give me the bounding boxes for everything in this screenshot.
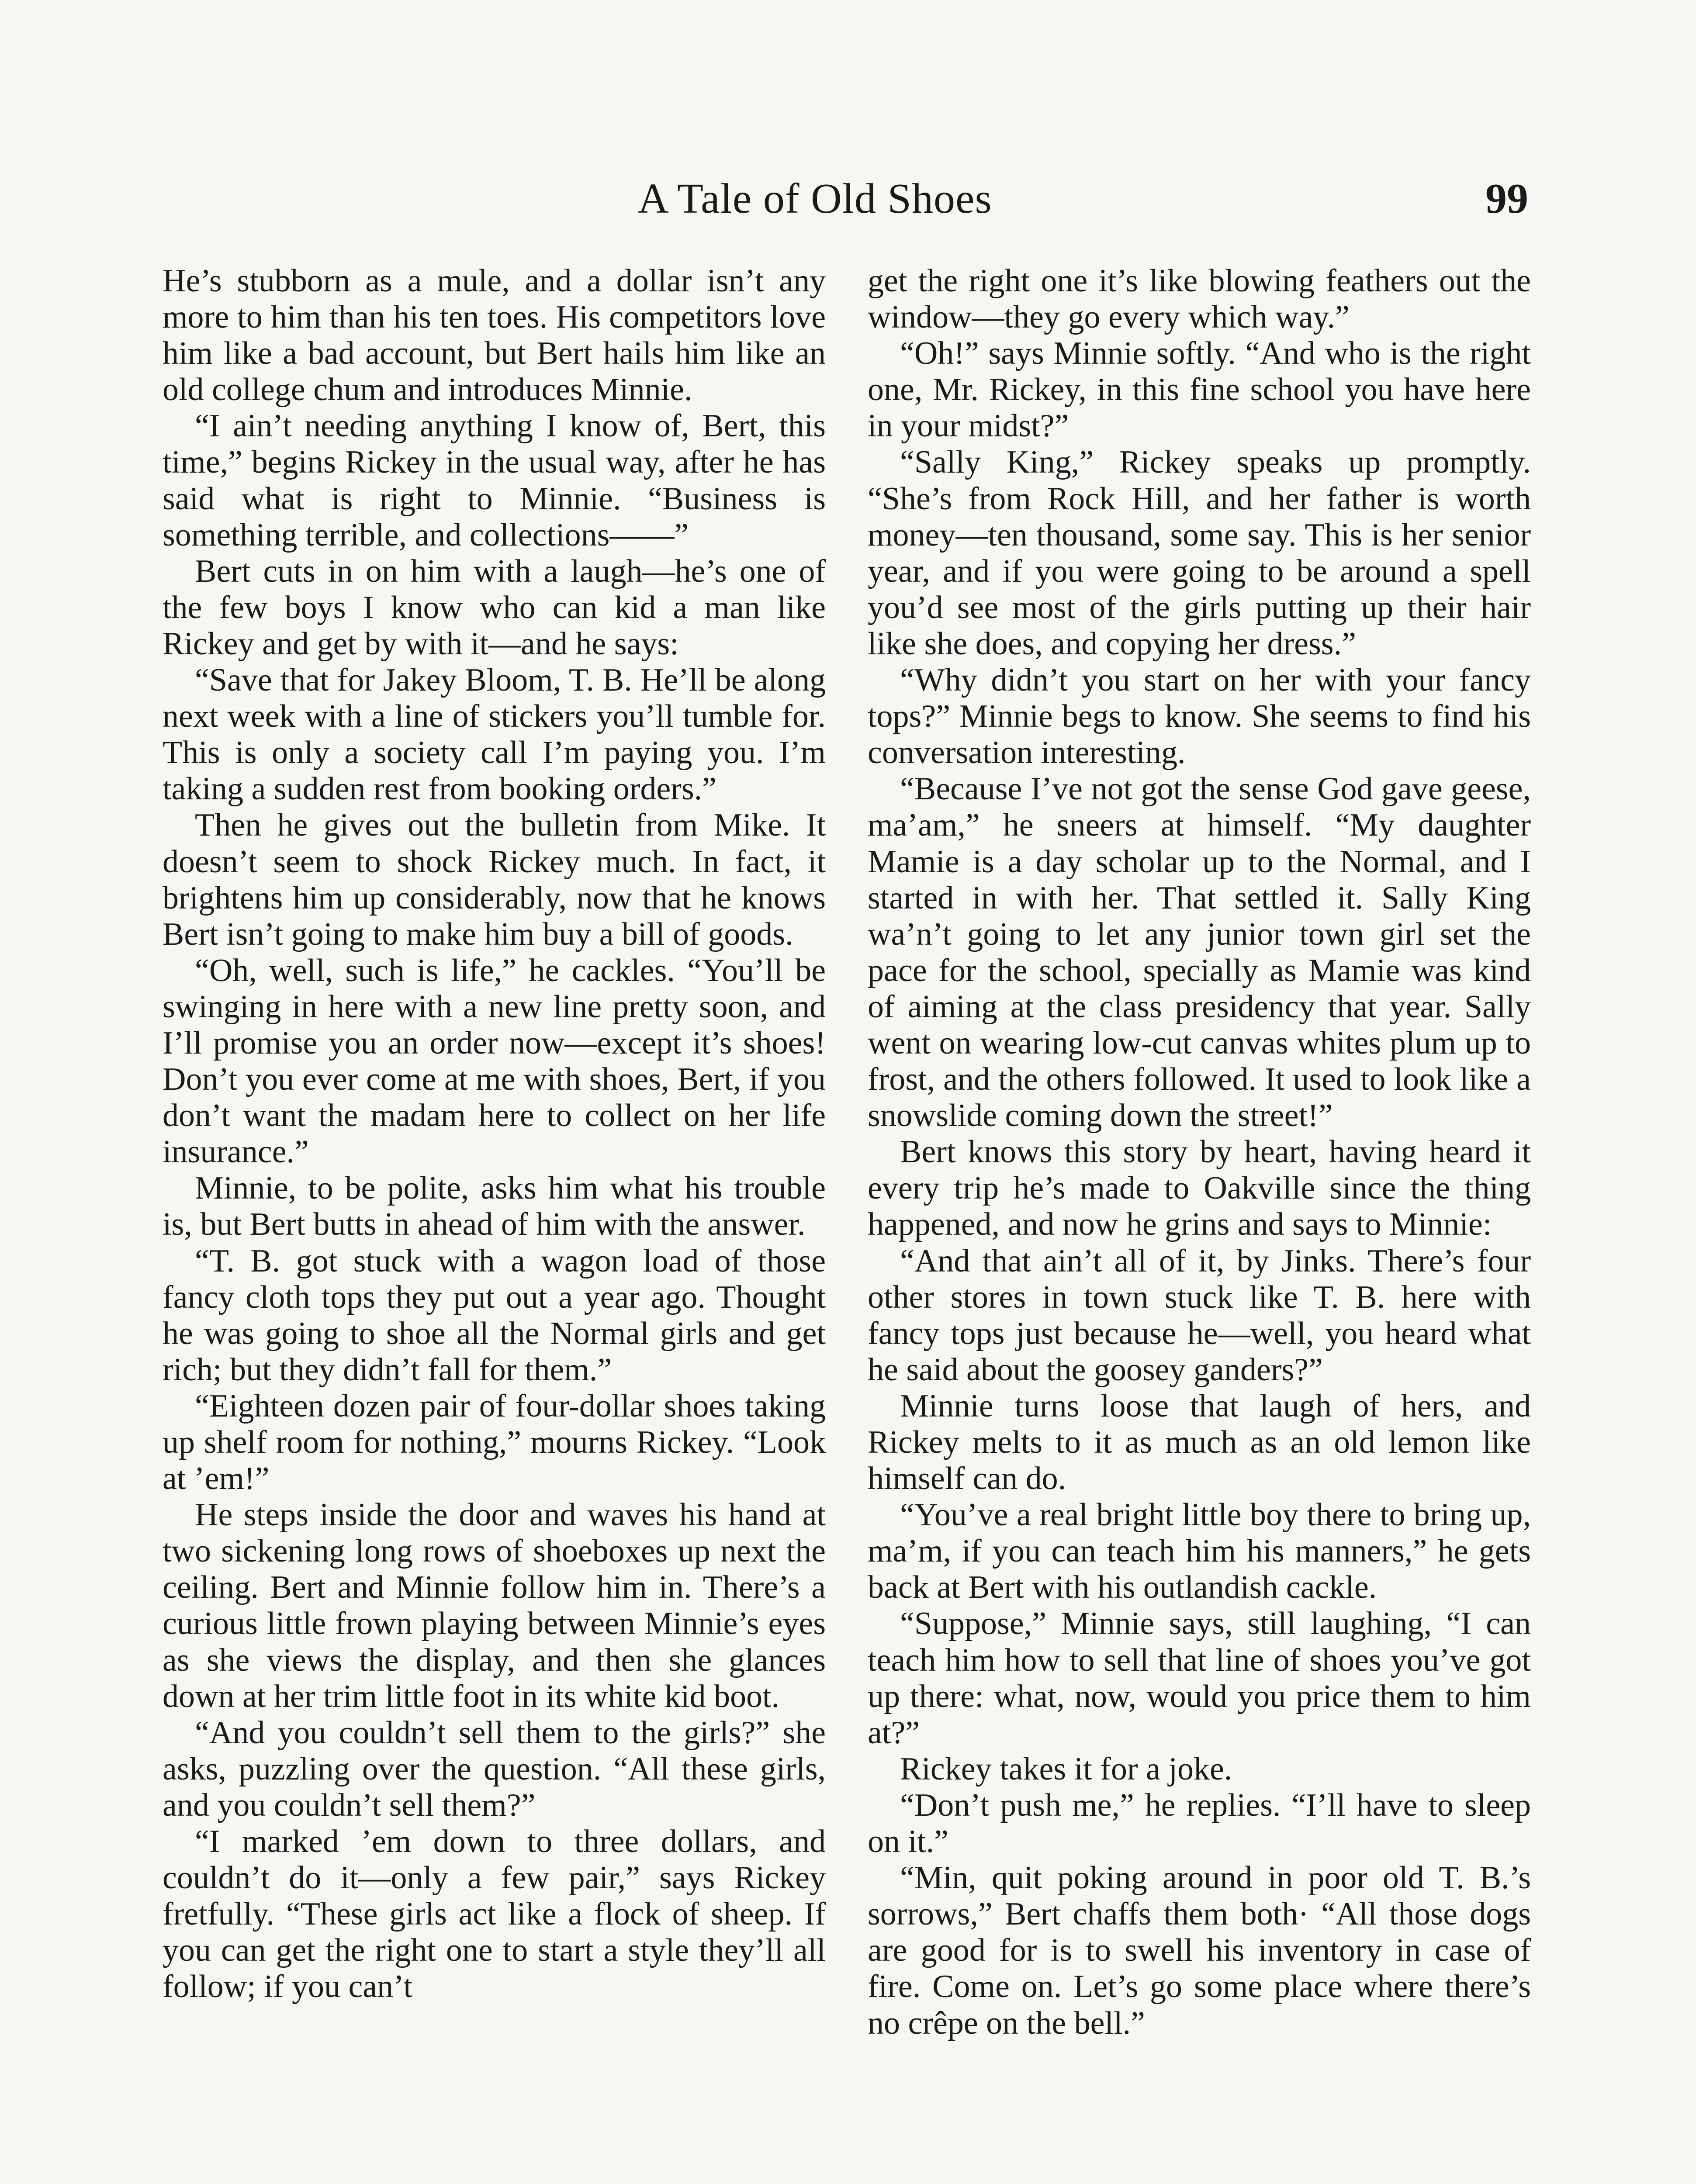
- page-number: 99: [1485, 175, 1528, 222]
- paragraph: Minnie turns loose that laugh of hers, and Rickey melts to it as much as an old lemon like himself can do.: [868, 1388, 1531, 1497]
- paragraph: Minnie, to be polite, asks him what his trouble is, but Bert butts in ahead of him with the answer.: [163, 1170, 826, 1243]
- paragraph: “Oh, well, such is life,” he cackles. “You’ll be swinging in here with a new line pretty soon, and I’ll promise you an order now—except it’s shoes! Don’t you ever come at me with shoes, Bert, if you don’t want the madam here to collect on her life insurance.”: [163, 952, 826, 1170]
- paragraph: “Why didn’t you start on her with your fancy tops?” Minnie begs to know. She seems to find his conversation interesting.: [868, 662, 1531, 771]
- running-title: A Tale of Old Shoes: [638, 175, 992, 222]
- right-text-column: [868, 263, 1531, 2042]
- paragraph: “Because I’ve not got the sense God gave geese, ma’am,” he sneers at himself. “My daughter Mamie is a day scholar up to the Normal, and I started in with her. That settled it. Sally King wa’n’t going to let any junior town girl set the pace for the school, specially as Mamie was kind of aiming at the class presidency that year. Sally went on wearing low-cut canvas whites plum up to frost, and the others followed. It used to look like a snowslide coming down the street!”: [868, 771, 1531, 1134]
- paragraph: Then he gives out the bulletin from Mike. It doesn’t seem to shock Rickey much. In fact, it brightens him up considerably, now that he knows Bert isn’t going to make him buy a bill of goods.: [163, 807, 826, 952]
- left-text-column: [163, 263, 826, 2005]
- paragraph: “Don’t push me,” he replies. “I’ll have to sleep on it.”: [868, 1787, 1531, 1860]
- paragraph: He’s stubborn as a mule, and a dollar isn’t any more to him than his ten toes. His competitors love him like a bad account, but Bert hails him like an old college chum and introduces Minnie.: [163, 263, 826, 408]
- paragraph: Rickey takes it for a joke.: [900, 1751, 1232, 1787]
- paragraph: “Eighteen dozen pair of four-dollar shoes taking up shelf room for nothing,” mourns Rickey. “Look at ’em!”: [163, 1388, 826, 1497]
- paragraph: “I marked ’em down to three dollars, and couldn’t do it—only a few pair,” says Rickey fretfully. “These girls act like a flock of sheep. If you can get the right one to start a style they’ll all follow; if you can’t: [163, 1824, 826, 2005]
- paragraph: “I ain’t needing anything I know of, Bert, this time,” begins Rickey in the usual way, after he has said what is right to Minnie. “Business is something terrible, and collections——”: [163, 408, 826, 553]
- paragraph: get the right one it’s like blowing feathers out the window—they go every which way.”: [868, 263, 1531, 335]
- paragraph: “Sally King,” Rickey speaks up promptly. “She’s from Rock Hill, and her father is worth money—ten thousand, some say. This is her senior year, and if you were going to be around a spell you’d see most of the girls putting up their hair like she does, and copying her dress.”: [868, 444, 1531, 662]
- paragraph: “And that ain’t all of it, by Jinks. There’s four other stores in town stuck like T. B. here with fancy tops just because he—well, you heard what he said about the goosey ganders?”: [868, 1243, 1531, 1388]
- paragraph: “And you couldn’t sell them to the girls?” she asks, puzzling over the question. “All these girls, and you couldn’t sell them?”: [163, 1714, 826, 1823]
- running-header: [0, 170, 1696, 227]
- paragraph: “You’ve a real bright little boy there to bring up, ma’m, if you can teach him his manners,” he gets back at Bert with his outlandish cackle.: [868, 1497, 1531, 1606]
- paragraph: “Save that for Jakey Bloom, T. B. He’ll be along next week with a line of stickers you’ll tumble for. This is only a society call I’m paying you. I’m taking a sudden rest from booking orders.”: [163, 662, 826, 807]
- paragraph: “Oh!” says Minnie softly. “And who is the right one, Mr. Rickey, in this fine school you have here in your midst?”: [868, 335, 1531, 444]
- paragraph: Bert knows this story by heart, having heard it every trip he’s made to Oakville since the thing happened, and now he grins and says to Minnie:: [868, 1134, 1531, 1243]
- paragraph: “T. B. got stuck with a wagon load of those fancy cloth tops they put out a year ago. Thought he was going to shoe all the Normal girls and get rich; but they didn’t fall for them.”: [163, 1243, 826, 1388]
- paragraph: Bert cuts in on him with a laugh—he’s one of the few boys I know who can kid a man like Rickey and get by with it—and he says:: [163, 553, 826, 662]
- paragraph: “Min, quit poking around in poor old T. B.’s sorrows,” Bert chaffs them both· “All those dogs are good for is to swell his inventory in case of fire. Come on. Let’s go some place where there’s no crêpe on the bell.”: [868, 1860, 1531, 2041]
- paragraph: “Suppose,” Minnie says, still laughing, “I can teach him how to sell that line of shoes you’ve got up there: what, now, would you price them to him at?”: [868, 1606, 1531, 1751]
- paragraph: He steps inside the door and waves his hand at two sickening long rows of shoeboxes up next the ceiling. Bert and Minnie follow him in. There’s a curious little frown playing between Minnie’s eyes as she views the display, and then she glances down at her trim little foot in its white kid boot.: [163, 1497, 826, 1714]
